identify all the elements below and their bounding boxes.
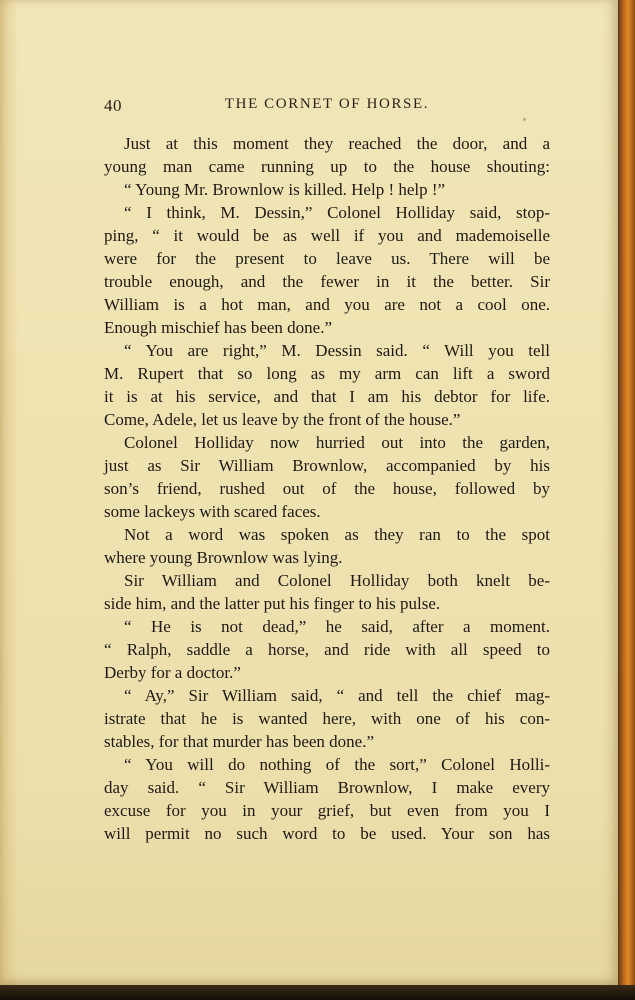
text-line: “ Ay,” Sir William said, “ and tell the chief mag- [124,686,550,705]
page-header [104,96,550,118]
page-number: 40 [104,96,122,115]
text-line: it is at his service, and that I am his debtor for life. [104,387,550,406]
text-line: Derby for a doctor.” [104,663,241,682]
text-line: Colonel Holliday now hurried out into the garden, [124,433,550,452]
text-line: young man came running up to the house shouting: [104,157,550,176]
text-line: will permit no such word to be used. Your son has [104,824,550,843]
text-line: some lackeys with scared faces. [104,502,321,521]
running-head: THE CORNET OF HORSE. [224,96,430,112]
text-line: side him, and the latter put his finger to his pulse. [104,594,441,613]
body-text [104,132,550,845]
text-line: Sir William and Colonel Holliday both knelt be- [124,571,550,590]
book-spine-edge [618,0,635,1000]
text-line: “ He is not dead,” he said, after a moment. [124,617,550,636]
text-line: son’s friend, rushed out of the house, followed by [104,479,550,498]
text-line: “ You will do nothing of the sort,” Colonel Holli- [124,755,550,774]
text-line: were for the present to leave us. There will be [104,249,550,268]
text-line: Not a word was spoken as they ran to the spot [124,525,550,544]
text-line: trouble enough, and the fewer in it the better. Sir [104,272,550,291]
text-line: just as Sir William Brownlow, accompanied by his [104,456,550,475]
text-line: Just at this moment they reached the door, and a [124,134,550,153]
text-line: “ I think, M. Dessin,” Colonel Holliday said, stop- [124,203,550,222]
text-line: ping, “ it would be as well if you and mademoiselle [104,226,550,245]
paper-speck [523,118,526,121]
text-line: “ You are right,” M. Dessin said. “ Will you tell [124,341,550,360]
text-line: Come, Adele, let us leave by the front of the house.” [104,410,461,429]
text-line: excuse for you in your grief, but even from you I [104,801,550,820]
text-line: stables, for that murder has been done.” [104,732,375,751]
text-line: William is a hot man, and you are not a cool one. [104,295,550,314]
text-line: where young Brownlow was lying. [104,548,343,567]
text-line: M. Rupert that so long as my arm can lift a sword [104,364,550,383]
page-bottom-shadow [0,985,635,1000]
text-line: istrate that he is wanted here, with one of his con- [104,709,550,728]
text-line: “ Ralph, saddle a horse, and ride with all speed to [104,640,550,659]
text-line: “ Young Mr. Brownlow is killed. Help ! help !” [124,180,446,199]
text-line: day said. “ Sir William Brownlow, I make every [104,778,550,797]
text-line: Enough mischief has been done.” [104,318,333,337]
